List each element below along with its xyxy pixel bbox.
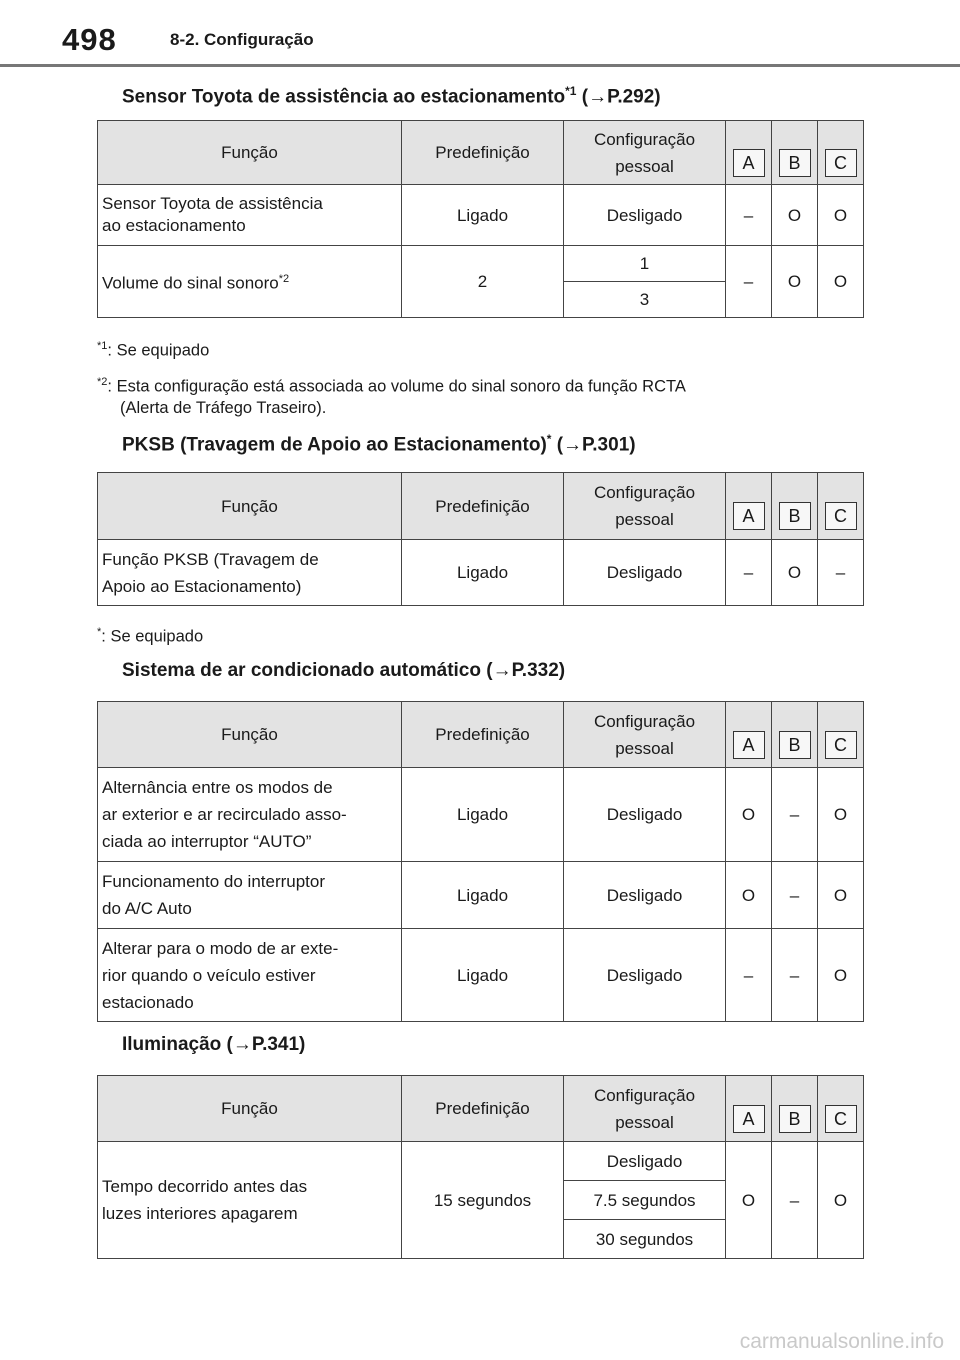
column-a-label: A (733, 1105, 765, 1133)
cell-c: O (818, 768, 864, 862)
column-a-label: A (733, 149, 765, 177)
function-line: Apoio ao Estacionamento) (102, 576, 302, 596)
cell-c: O (818, 929, 864, 1022)
column-header-a (726, 1076, 772, 1142)
column-header-function: Função (98, 473, 402, 540)
function-line: Sensor Toyota de assistência (102, 194, 323, 213)
function-cell (98, 862, 402, 929)
function-cell (98, 929, 402, 1022)
footnote-text-cont: (Alerta de Tráfego Traseiro). (120, 398, 327, 417)
footnote-mark: *2 (97, 376, 108, 388)
cell-a: O (726, 768, 772, 862)
heading-text: Sensor Toyota de assistência ao estacionamento (122, 86, 566, 108)
function-text: Volume do sinal sonoro (102, 273, 279, 293)
settings-table-air-conditioning (97, 701, 864, 1022)
section-heading-air-conditioning: Sistema de ar condicionado automático (→P.332) (122, 660, 566, 681)
function-line: Funcionamento do interruptor (102, 872, 326, 891)
cell-b: – (772, 929, 818, 1022)
footnote-1 (97, 336, 209, 362)
function-cell (98, 1142, 402, 1259)
cell-c: O (818, 246, 864, 318)
function-line: luzes interiores apagarem (102, 1204, 298, 1223)
cell-c: O (818, 185, 864, 246)
column-header-default: Predefinição (402, 121, 564, 185)
column-header-line: Configuração (593, 711, 696, 731)
footnote-text: : Se equipado (107, 341, 210, 360)
table-row (98, 768, 864, 862)
footnote-text: : Esta configuração está associada ao volume do sinal sonoro da função RCTA (107, 377, 686, 396)
column-header-line: pessoal (615, 1112, 674, 1132)
column-header-line: Configuração (593, 483, 696, 502)
column-header-personal-config (564, 121, 726, 185)
column-c-label: C (825, 149, 857, 177)
column-header-a (726, 473, 772, 540)
default-cell: Ligado (402, 768, 564, 862)
column-a-label: A (733, 502, 765, 530)
cell-b: O (772, 540, 818, 606)
config-option: Desligado (564, 1142, 726, 1181)
column-header-line: pessoal (615, 510, 674, 529)
heading-footnote-mark: *1 (565, 84, 577, 98)
column-header-function: Função (98, 121, 402, 185)
default-cell: Ligado (402, 540, 564, 606)
config-cell: Desligado (564, 929, 726, 1022)
column-header-personal-config (564, 702, 726, 768)
column-header-personal-config (564, 473, 726, 540)
function-line: rior quando o veículo estiver (102, 965, 316, 985)
column-header-b (772, 1076, 818, 1142)
cell-a: O (726, 1142, 772, 1259)
column-c-label: C (825, 731, 857, 759)
column-header-b (772, 473, 818, 540)
table-row (98, 185, 864, 246)
function-line: Alterar para o modo de ar exte- (102, 938, 339, 958)
config-option: 1 (564, 246, 726, 282)
table-row (98, 540, 864, 606)
footnote-pksb (97, 622, 203, 648)
section-heading-parking-sensor (122, 84, 661, 108)
cell-b: O (772, 185, 818, 246)
column-a-label: A (733, 731, 765, 759)
column-header-c (818, 1076, 864, 1142)
cell-c: O (818, 862, 864, 929)
column-header-default: Predefinição (402, 473, 564, 540)
function-line: Alternância entre os modos de (102, 778, 333, 797)
footnote-mark: *1 (97, 340, 108, 352)
section-heading-lighting: Iluminação (→P.341) (122, 1034, 306, 1055)
function-line: ar exterior e ar recirculado asso- (102, 805, 347, 824)
column-header-a (726, 702, 772, 768)
column-b-label: B (779, 1105, 811, 1133)
function-cell (98, 540, 402, 606)
column-header-function: Função (98, 1076, 402, 1142)
cell-a: – (726, 929, 772, 1022)
default-cell: 15 segundos (402, 1142, 564, 1259)
default-cell: Ligado (402, 929, 564, 1022)
function-line: do A/C Auto (102, 899, 192, 918)
function-line: Função PKSB (Travagem de (102, 549, 319, 569)
column-header-c (818, 473, 864, 540)
config-option: 3 (564, 282, 726, 318)
config-cell: Desligado (564, 768, 726, 862)
cell-b: – (772, 1142, 818, 1259)
column-header-default: Predefinição (402, 702, 564, 768)
cell-c: – (818, 540, 864, 606)
table-row (98, 862, 864, 929)
cell-b: – (772, 862, 818, 929)
column-header-c (818, 121, 864, 185)
function-line: ciada ao interruptor “AUTO” (102, 832, 312, 851)
column-header-personal-config (564, 1076, 726, 1142)
column-header-c (818, 702, 864, 768)
column-header-function: Função (98, 702, 402, 768)
watermark: carmanualsonline.info (739, 1330, 944, 1353)
page-reference: (→P.301) (551, 434, 636, 456)
section-heading-pksb (122, 432, 636, 456)
config-cell: Desligado (564, 185, 726, 246)
column-header-a (726, 121, 772, 185)
cell-a: – (726, 540, 772, 606)
table-row (98, 1142, 864, 1181)
column-header-line: Configuração (593, 1085, 696, 1105)
column-header-b (772, 121, 818, 185)
column-c-label: C (825, 502, 857, 530)
config-cell: Desligado (564, 540, 726, 606)
config-cell: Desligado (564, 862, 726, 929)
column-header-b (772, 702, 818, 768)
function-cell (98, 768, 402, 862)
function-cell (98, 185, 402, 246)
default-cell: 2 (402, 246, 564, 318)
heading-text: PKSB (Travagem de Apoio ao Estacionamento) (122, 434, 547, 456)
settings-table-lighting (97, 1075, 864, 1259)
cell-b: O (772, 246, 818, 318)
table-row (98, 929, 864, 1022)
column-header-line: pessoal (615, 156, 674, 176)
function-cell (98, 246, 402, 318)
default-cell: Ligado (402, 185, 564, 246)
settings-table-pksb (97, 472, 864, 606)
column-b-label: B (779, 731, 811, 759)
page-reference: (→P.292) (576, 86, 661, 108)
function-line: ao estacionamento (102, 216, 246, 235)
function-line: estacionado (102, 992, 194, 1012)
heading-footnote-mark: * (546, 432, 552, 446)
header-divider (0, 64, 960, 67)
table-row (98, 246, 864, 282)
default-cell: Ligado (402, 862, 564, 929)
footnote-text: : Se equipado (101, 627, 204, 646)
page-number: 498 (62, 22, 117, 57)
column-b-label: B (779, 149, 811, 177)
cell-b: – (772, 768, 818, 862)
footnote-2 (97, 372, 686, 419)
chapter-title: 8-2. Configuração (170, 30, 314, 49)
function-line: Tempo decorrido antes das (102, 1177, 308, 1196)
cell-a: O (726, 862, 772, 929)
column-header-line: pessoal (615, 738, 674, 758)
column-c-label: C (825, 1105, 857, 1133)
column-b-label: B (779, 502, 811, 530)
cell-c: O (818, 1142, 864, 1259)
footnote-mark: *2 (278, 273, 290, 286)
settings-table-parking-sensor (97, 120, 864, 318)
config-option: 7.5 segundos (564, 1181, 726, 1220)
cell-a: – (726, 246, 772, 318)
column-header-line: Configuração (593, 129, 696, 149)
cell-a: – (726, 185, 772, 246)
footnote-mark: * (97, 626, 102, 638)
column-header-default: Predefinição (402, 1076, 564, 1142)
config-option: 30 segundos (564, 1220, 726, 1259)
